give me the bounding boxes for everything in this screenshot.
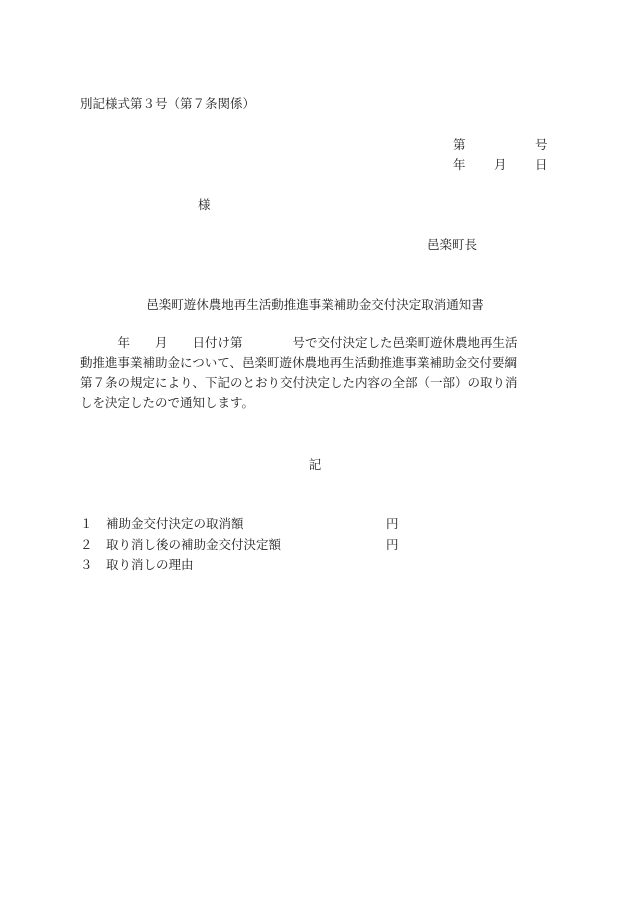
- item-label: 取り消しの理由: [106, 557, 194, 572]
- list-item: [80, 557, 194, 573]
- ki-heading: 記: [308, 457, 322, 472]
- item-label: 補助金交付決定の取消額: [106, 516, 244, 531]
- body-line: 年 月 日付け第 号で交付決定した邑楽町遊休農地再生活: [80, 335, 518, 350]
- date-year-label: 年: [453, 157, 466, 172]
- document-number-suffix: 号: [535, 137, 548, 152]
- addressee-suffix: 様: [198, 197, 211, 212]
- item-unit: 円: [386, 516, 399, 531]
- document-title: 邑楽町遊休農地再生活動推進事業補助金交付決定取消通知書: [146, 297, 484, 312]
- item-index: １: [80, 516, 93, 531]
- item-unit: 円: [386, 537, 399, 552]
- body-line: しを決定したので通知します。: [80, 395, 255, 410]
- item-index: ３: [80, 557, 93, 572]
- item-label: 取り消し後の補助金交付決定額: [106, 537, 282, 552]
- list-item: [80, 537, 399, 553]
- form-label: 別記様式第３号（第７条関係）: [80, 96, 256, 111]
- item-index: ２: [80, 537, 93, 552]
- list-item: [80, 516, 399, 532]
- date-day-label: 日: [535, 157, 548, 172]
- document-number-label: 第: [453, 137, 466, 152]
- date-month-label: 月: [494, 157, 507, 172]
- sender-name: 邑楽町長: [427, 237, 478, 252]
- body-paragraph: [80, 333, 550, 413]
- body-line: 動推進事業補助金について、邑楽町遊休農地再生活動推進事業補助金交付要綱: [80, 355, 518, 370]
- body-line: 第７条の規定により、下記のとおり交付決定した内容の全部（一部）の取り消: [80, 375, 518, 390]
